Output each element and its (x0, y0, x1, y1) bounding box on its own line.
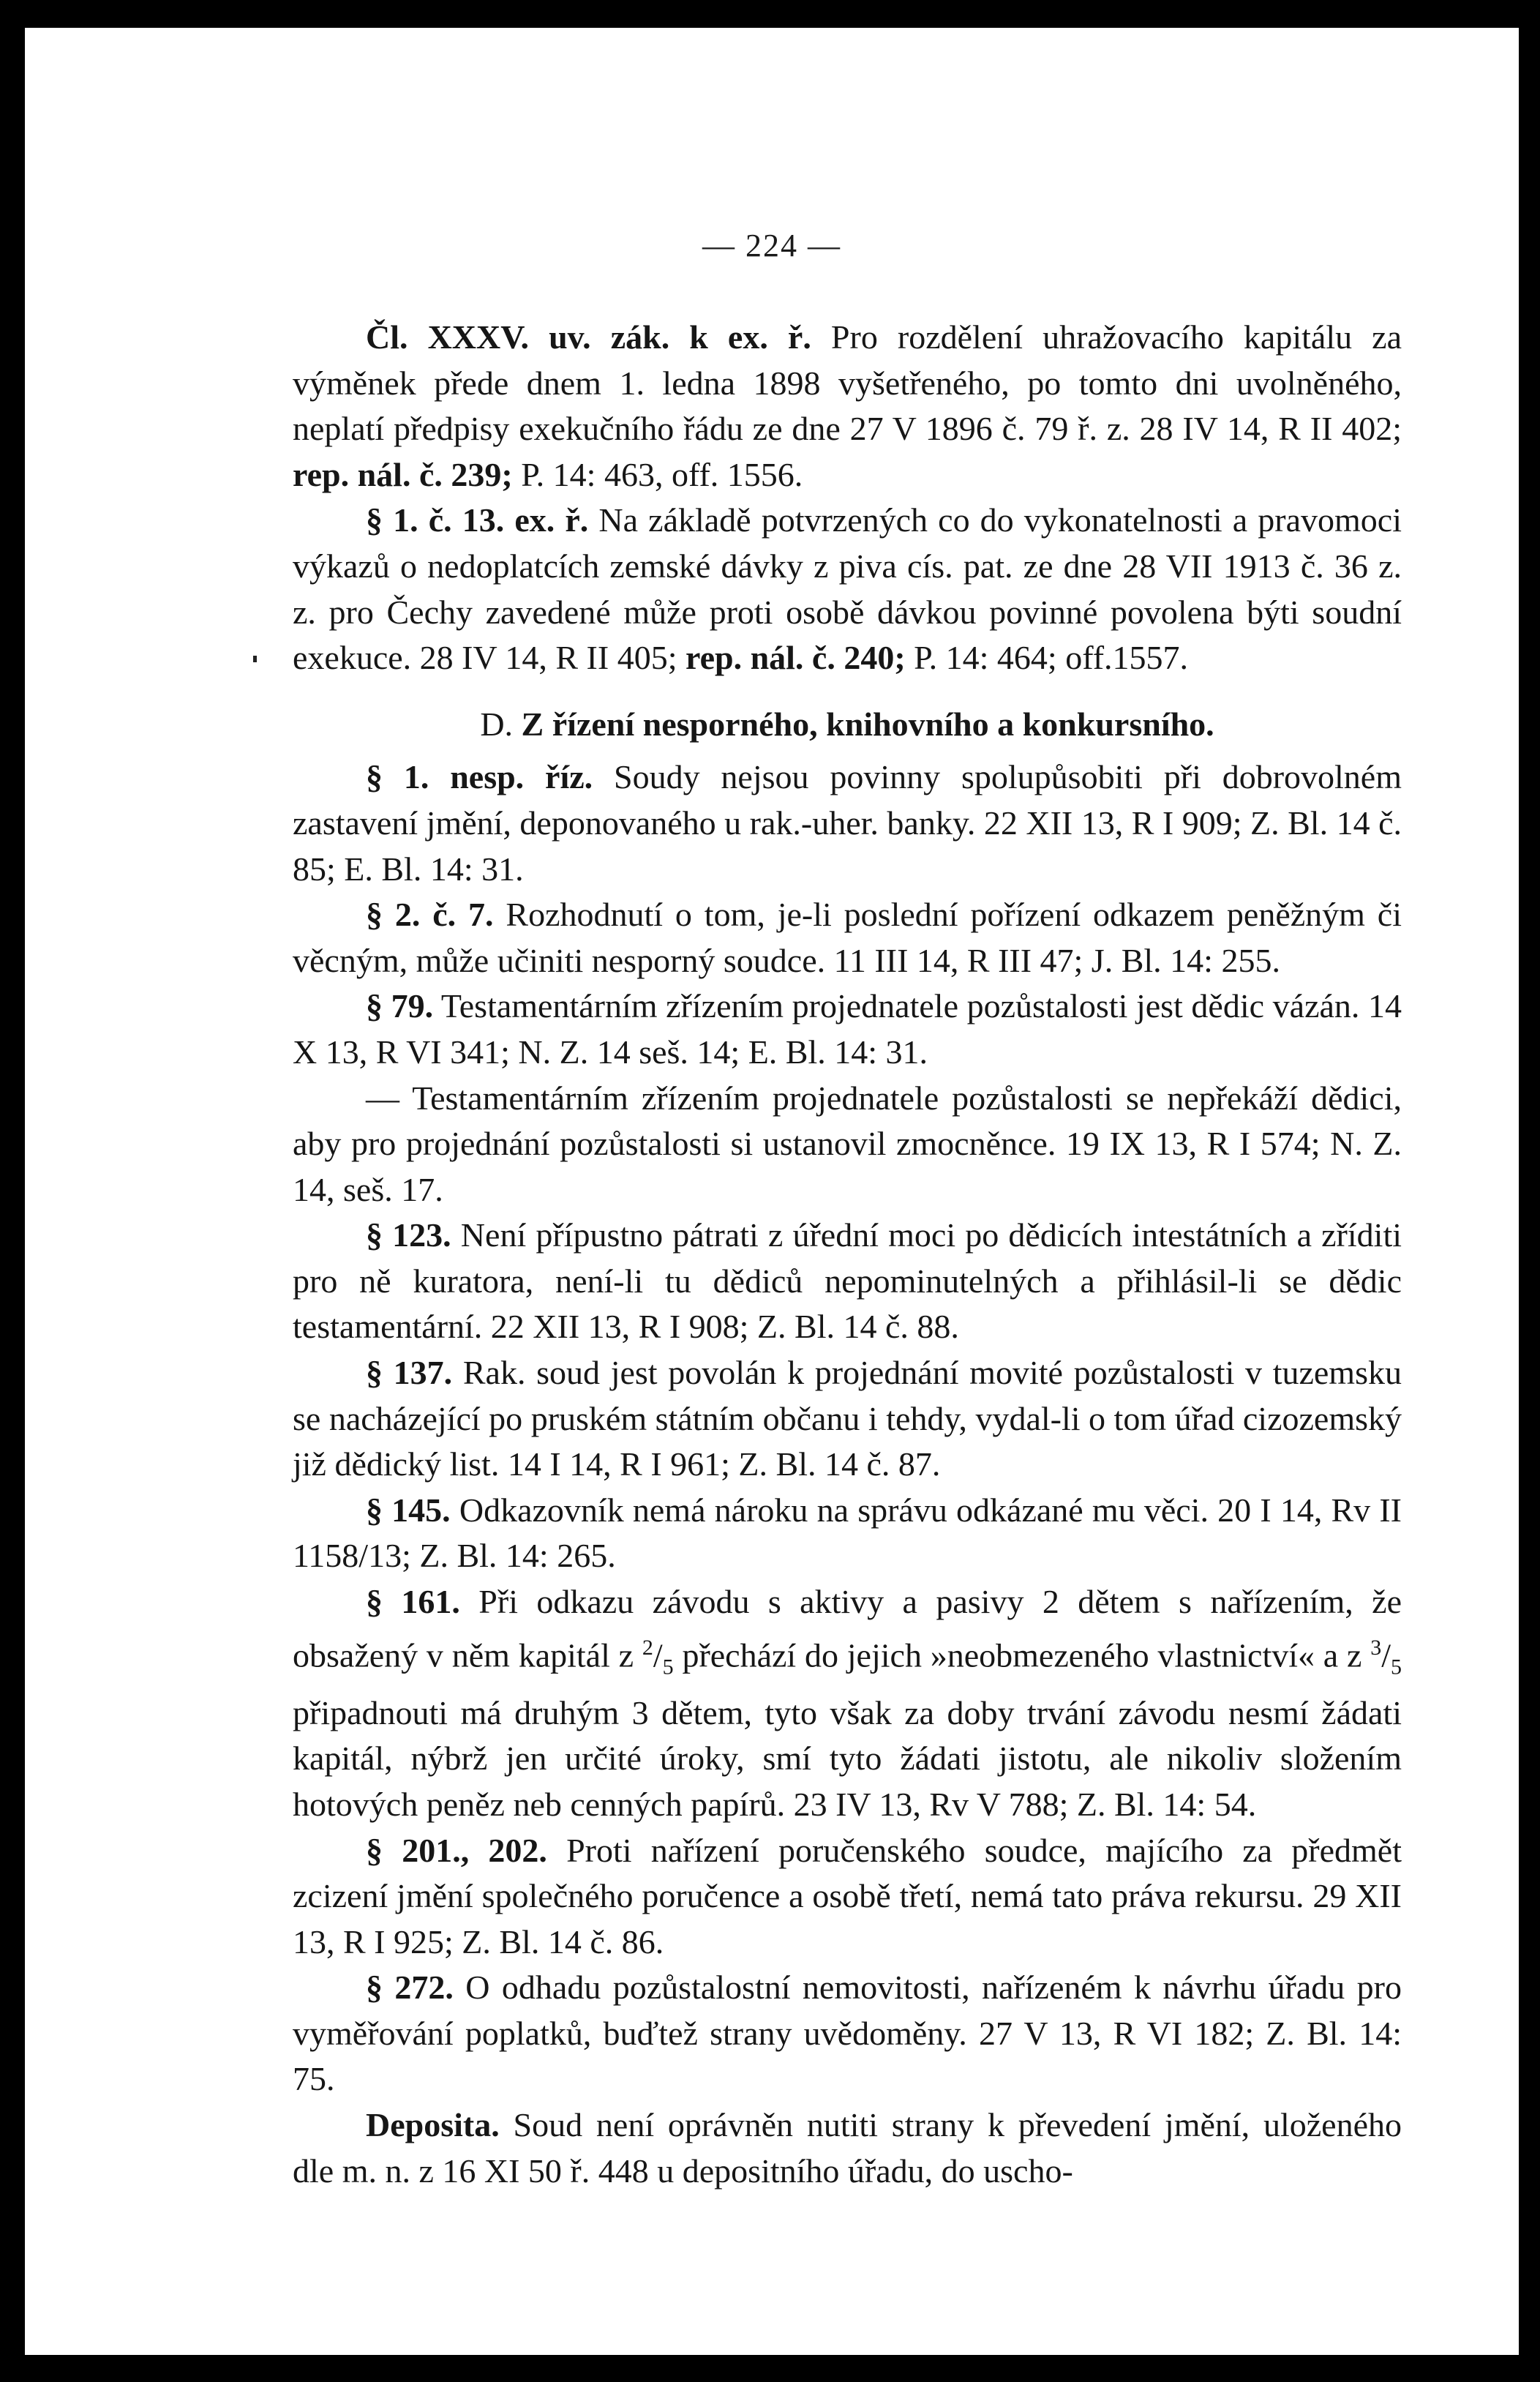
section-par-79 (293, 984, 1402, 1075)
section-lead: § 145. (366, 1491, 451, 1529)
section-par-123 (293, 1213, 1402, 1350)
paragraph-citation: rep. nál. č. 239; (293, 455, 513, 493)
section-text-a: Při odkazu závodu s aktivy a pasivy 2 dětem s nařízením, že obsažený v něm kapitál z (293, 1583, 1402, 1674)
fraction-numerator: 3 (1370, 1635, 1382, 1660)
section-text: Testamentárním zřízením projednatele pozůstalosti jest dědic vázán. 14 X 13, R VI 341; N. Z. 14 seš. 14; E. Bl. 14: 31. (293, 987, 1402, 1071)
section-lead: § 161. (366, 1583, 460, 1621)
section-text: Není přípustno pátrati z úřední moci po dědicích intestátních a zříditi pro ně kuratora, není-li tu dědiců nepominutelných a přihlásil-li se dědic testamentární. 22 XII 13, R I 908; Z. Bl. 14 č. 88. (293, 1216, 1402, 1346)
section-lead: § 1. nesp. říz. (366, 758, 593, 796)
section-heading (293, 702, 1402, 748)
paragraph-citation: rep. nál. č. 240; (685, 639, 906, 677)
paragraph-text: Pro rozdělení uhražovacího kapitálu za výměnek přede dnem 1. ledna 1898 vyšetřeného, po tomto dni uvolněného, neplatí předpisy exekučního řádu ze dne 27 V 1896 č. 79 ř. z. 28 IV 14, R II 402; (293, 318, 1402, 448)
section-text: Rozhodnutí o tom, je-li poslední pořízení odkazem peněžným či věcným, může učiniti nesporný soudce. 11 III 14, R III 47; J. Bl. 14: 255. (293, 896, 1402, 979)
section-lead: § 272. (366, 1969, 454, 2007)
paragraph-text-tail: P. 14: 464; off.1557. (905, 639, 1189, 677)
section-par-137 (293, 1350, 1402, 1488)
section-lead: § 137. (366, 1354, 453, 1392)
section-par-201-202 (293, 1828, 1402, 1966)
paragraph-lead: § 1. č. 13. ex. ř. (366, 501, 589, 539)
page-body (293, 315, 1402, 2194)
section-par-272 (293, 1965, 1402, 2102)
margin-mark (253, 656, 257, 662)
fraction-numerator: 2 (642, 1635, 653, 1660)
section-par-1 (293, 754, 1402, 892)
section-lead: Deposita. (366, 2106, 500, 2144)
section-lead: § 201., 202. (366, 1831, 547, 1869)
heading-title: Z řízení nesporného, knihovního a konkursního. (521, 705, 1214, 743)
page-number: — 224 — (702, 228, 841, 263)
fraction-denominator: 5 (662, 1655, 674, 1679)
paragraph-cl-xxxv (293, 315, 1402, 498)
fraction-denominator: 5 (1391, 1655, 1402, 1679)
section-par-2 (293, 892, 1402, 984)
section-text: Soudy nejsou povinny spolupůsobiti při dobrovolném zastavení jmění, deponovaného u rak.-uher. banky. 22 XII 13, R I 909; Z. Bl. 14 č. 85; E. Bl. 14: 31. (293, 758, 1402, 888)
section-text: Odkazovník nemá nároku na správu odkázané mu věci. 20 I 14, Rv II 1158/13; Z. Bl. 14: 265. (293, 1491, 1402, 1575)
section-text: Rak. soud jest povolán k projednání movité pozůstalosti v tuzemsku se nacházející po pruském státním občanu i tehdy, vydal-li o tom úřad cizozemský již dědický list. 14 I 14, R I 961; Z. Bl. 14 č. 87. (293, 1354, 1402, 1483)
section-par-145 (293, 1488, 1402, 1579)
paragraph-lead: Čl. XXXV. uv. zák. k ex. ř. (366, 318, 811, 356)
section-text-c: připadnouti má druhým 3 dětem, tyto však za doby trvání závodu nesmí žádati kapitál, nýbrž jen určité úroky, smí tyto žádati jistotu, ale nikoliv složením hotových peněz neb cenných papírů. 23 IV 13, Rv V 788; Z. Bl. 14: 54. (293, 1693, 1402, 1823)
section-text-b: přechází do jejich »neobmezeného vlastnictví« a z (673, 1636, 1371, 1674)
section-text: — Testamentárním zřízením projednatele pozůstalosti se nepřekáží dědici, aby pro projednání pozůstalosti si ustanovil zmocněnce. 19 IX 13, R I 574; N. Z. 14, seš. 17. (293, 1079, 1402, 1208)
section-text: O odhadu pozůstalostní nemovitosti, nařízeném k návrhu úřadu pro vyměřování poplatků, buďtež strany uvědoměny. 27 V 13, R VI 182; Z. Bl. 14: 75. (293, 1969, 1402, 2098)
section-text: Proti nařízení poručenského soudce, majícího za předmět zcizení jmění společného poručence a osobě třetí, nemá tato práva rekursu. 29 XII 13, R I 925; Z. Bl. 14 č. 86. (293, 1831, 1402, 1960)
paragraph-text-tail: P. 14: 463, off. 1556. (512, 455, 803, 493)
paragraph-text: Na základě potvrzených co do vykonatelnosti a pravomoci výkazů o nedoplatcích zemské dávky z piva cís. pat. ze dne 28 VII 1913 č. 36 z. z. pro Čechy zavedené může proti osobě dávkou povinné povolena býti soudní exekuce. 28 IV 14, R II 405; (293, 501, 1402, 677)
section-lead: § 2. č. 7. (366, 896, 494, 934)
section-lead: § 123. (366, 1216, 451, 1254)
section-par-161: § 161. Při odkazu závodu s aktivy a pasivy 2 dětem s nařízením, že obsažený v něm kapitál z $^2/_5$ přechází do jejich »neobmezeného vlastnictví« a z $^3/_5$ připadnouti má druhým 3 dětem, tyto však za doby trvání závodu nesmí žádati kapitál, nýbrž jen určité úroky, smí tyto žádati jistotu, ale nikoliv složením hotových peněz neb cenných papírů. 23 IV 13, Rv V 788; Z. Bl. 14: 54. (293, 1583, 1402, 1823)
section-deposita (293, 2102, 1402, 2194)
book-page (25, 28, 1519, 2355)
paragraph-par-1-c-13 (293, 498, 1402, 681)
section-par-79-continued (293, 1076, 1402, 1213)
section-lead: § 79. (366, 987, 434, 1025)
section-text: Soud není oprávněn nutiti strany k převedení jmění, uloženého dle m. n. z 16 XI 50 ř. 448 u depositního úřadu, do uscho- (293, 2106, 1402, 2190)
heading-prefix: D. (480, 705, 514, 743)
